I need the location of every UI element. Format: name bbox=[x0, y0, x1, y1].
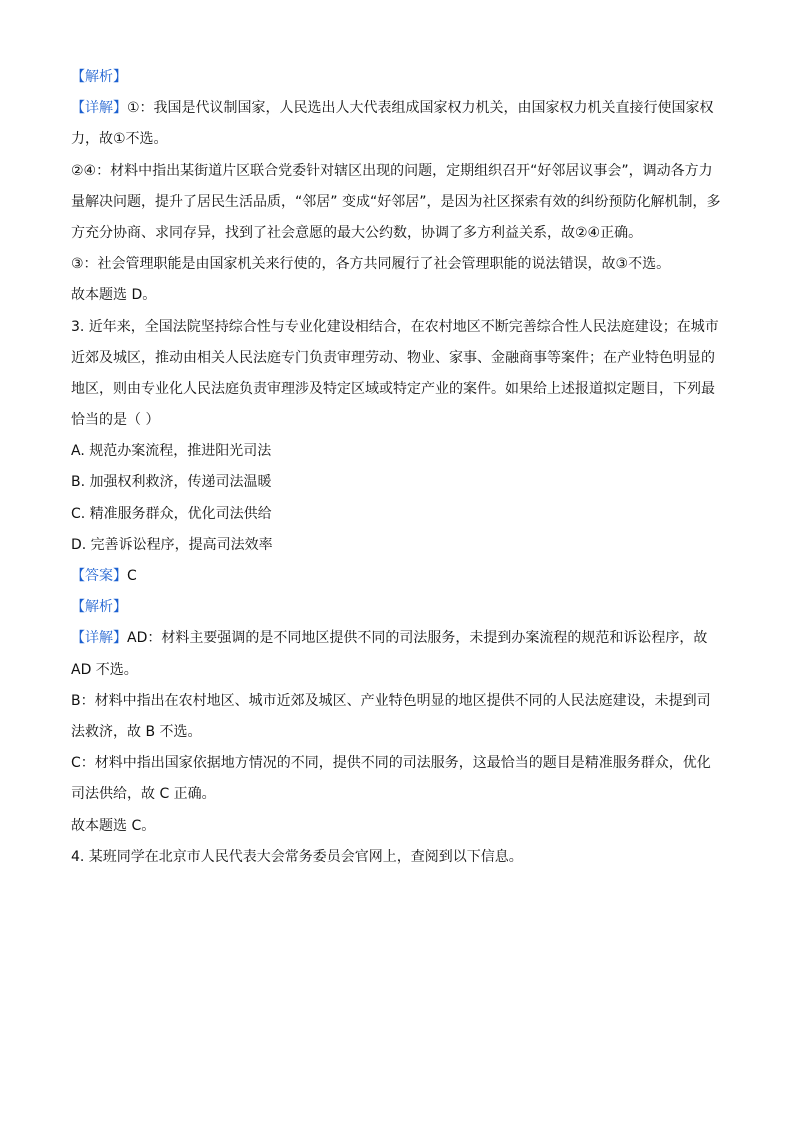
q3-stem-line4: 恰当的是（ ） bbox=[71, 412, 160, 429]
analysis-tag: 【解析】 bbox=[71, 69, 127, 85]
paragraph-24-line2: 量解决问题，提升了居民生活品质，“邻居” 变成“好邻居”，是因为社区探索有效的纠纷预防化解机制，多 bbox=[71, 193, 721, 210]
answer-tag: 【答案】 bbox=[71, 568, 127, 584]
q3-stem-line1: 3. 近年来，全国法院坚持综合性与专业化建设相结合，在农村地区不断完善综合性人民法庭建设；在城市 bbox=[71, 318, 719, 335]
detail-tag: 【详解】 bbox=[71, 630, 127, 647]
q3-detail-ad bbox=[71, 623, 731, 654]
q2-conclusion: 故本题选 D。 bbox=[71, 287, 157, 304]
answer-value: C bbox=[127, 568, 137, 584]
paragraph-3: ③：社会管理职能是由国家机关来行使的，各方共同履行了社会管理职能的说法错误，故③不选。 bbox=[71, 256, 671, 273]
paragraph-24-line1: ②④：材料中指出某街道片区联合党委针对辖区出现的问题，定期组织召开“好邻居议事会”，调动各方力 bbox=[71, 162, 713, 179]
q3-conclusion: 故本题选 C。 bbox=[71, 817, 156, 834]
analysis-tag: 【解析】 bbox=[71, 599, 127, 616]
document-page bbox=[71, 62, 731, 873]
q3-detail-ad-cont: AD 不选。 bbox=[71, 661, 138, 678]
q3-detail-c-line2: 司法供给，故 C 正确。 bbox=[71, 786, 216, 803]
detail-paragraph-1 bbox=[71, 93, 731, 124]
option-c: C. 精准服务群众，优化司法供给 bbox=[71, 505, 272, 522]
q3-detail-b-line1: B：材料中指出在农村地区、城市近郊及城区、产业特色明显的地区提供不同的人民法庭建设，未提到司 bbox=[71, 692, 711, 709]
analysis-heading bbox=[71, 62, 731, 93]
q3-detail-c-line1: C：材料中指出国家依据地方情况的不同，提供不同的司法服务，这最恰当的题目是精准服务群众，优化 bbox=[71, 755, 711, 772]
q4-stem-line1: 4. 某班同学在北京市人民代表大会常务委员会官网上，查阅到以下信息。 bbox=[71, 848, 523, 865]
answer-line bbox=[71, 561, 731, 592]
q3-analysis-heading bbox=[71, 592, 731, 623]
detail-text: AD：材料主要强调的是不同地区提供不同的司法服务，未提到办案流程的规范和诉讼程序，故 bbox=[127, 630, 708, 647]
option-a: A. 规范办案流程，推进阳光司法 bbox=[71, 443, 272, 460]
q3-detail-b-line2: 法救济，故 B 不选。 bbox=[71, 723, 202, 740]
option-d: D. 完善诉讼程序，提高司法效率 bbox=[71, 536, 273, 553]
q3-stem-line2: 近郊及城区，推动由相关人民法庭专门负责审理劳动、物业、家事、金融商事等案件；在产业特色明显的 bbox=[71, 349, 715, 366]
q3-stem-line3: 地区，则由专业化人民法庭负责审理涉及特定区域或特定产业的案件。如果给上述报道拟定题目，下列最 bbox=[71, 380, 715, 397]
detail-paragraph-1-cont: 力，故①不选。 bbox=[71, 131, 168, 148]
option-b: B. 加强权利救济，传递司法温暖 bbox=[71, 474, 272, 491]
paragraph-24-line3: 方充分协商、求同存异，找到了社会意愿的最大公约数，协调了多方利益关系，故②④正确。 bbox=[71, 224, 643, 241]
detail-tag: 【详解】 bbox=[71, 100, 127, 117]
detail-text: ①：我国是代议制国家，人民选出人大代表组成国家权力机关，由国家权力机关直接行使国家权 bbox=[127, 100, 714, 117]
